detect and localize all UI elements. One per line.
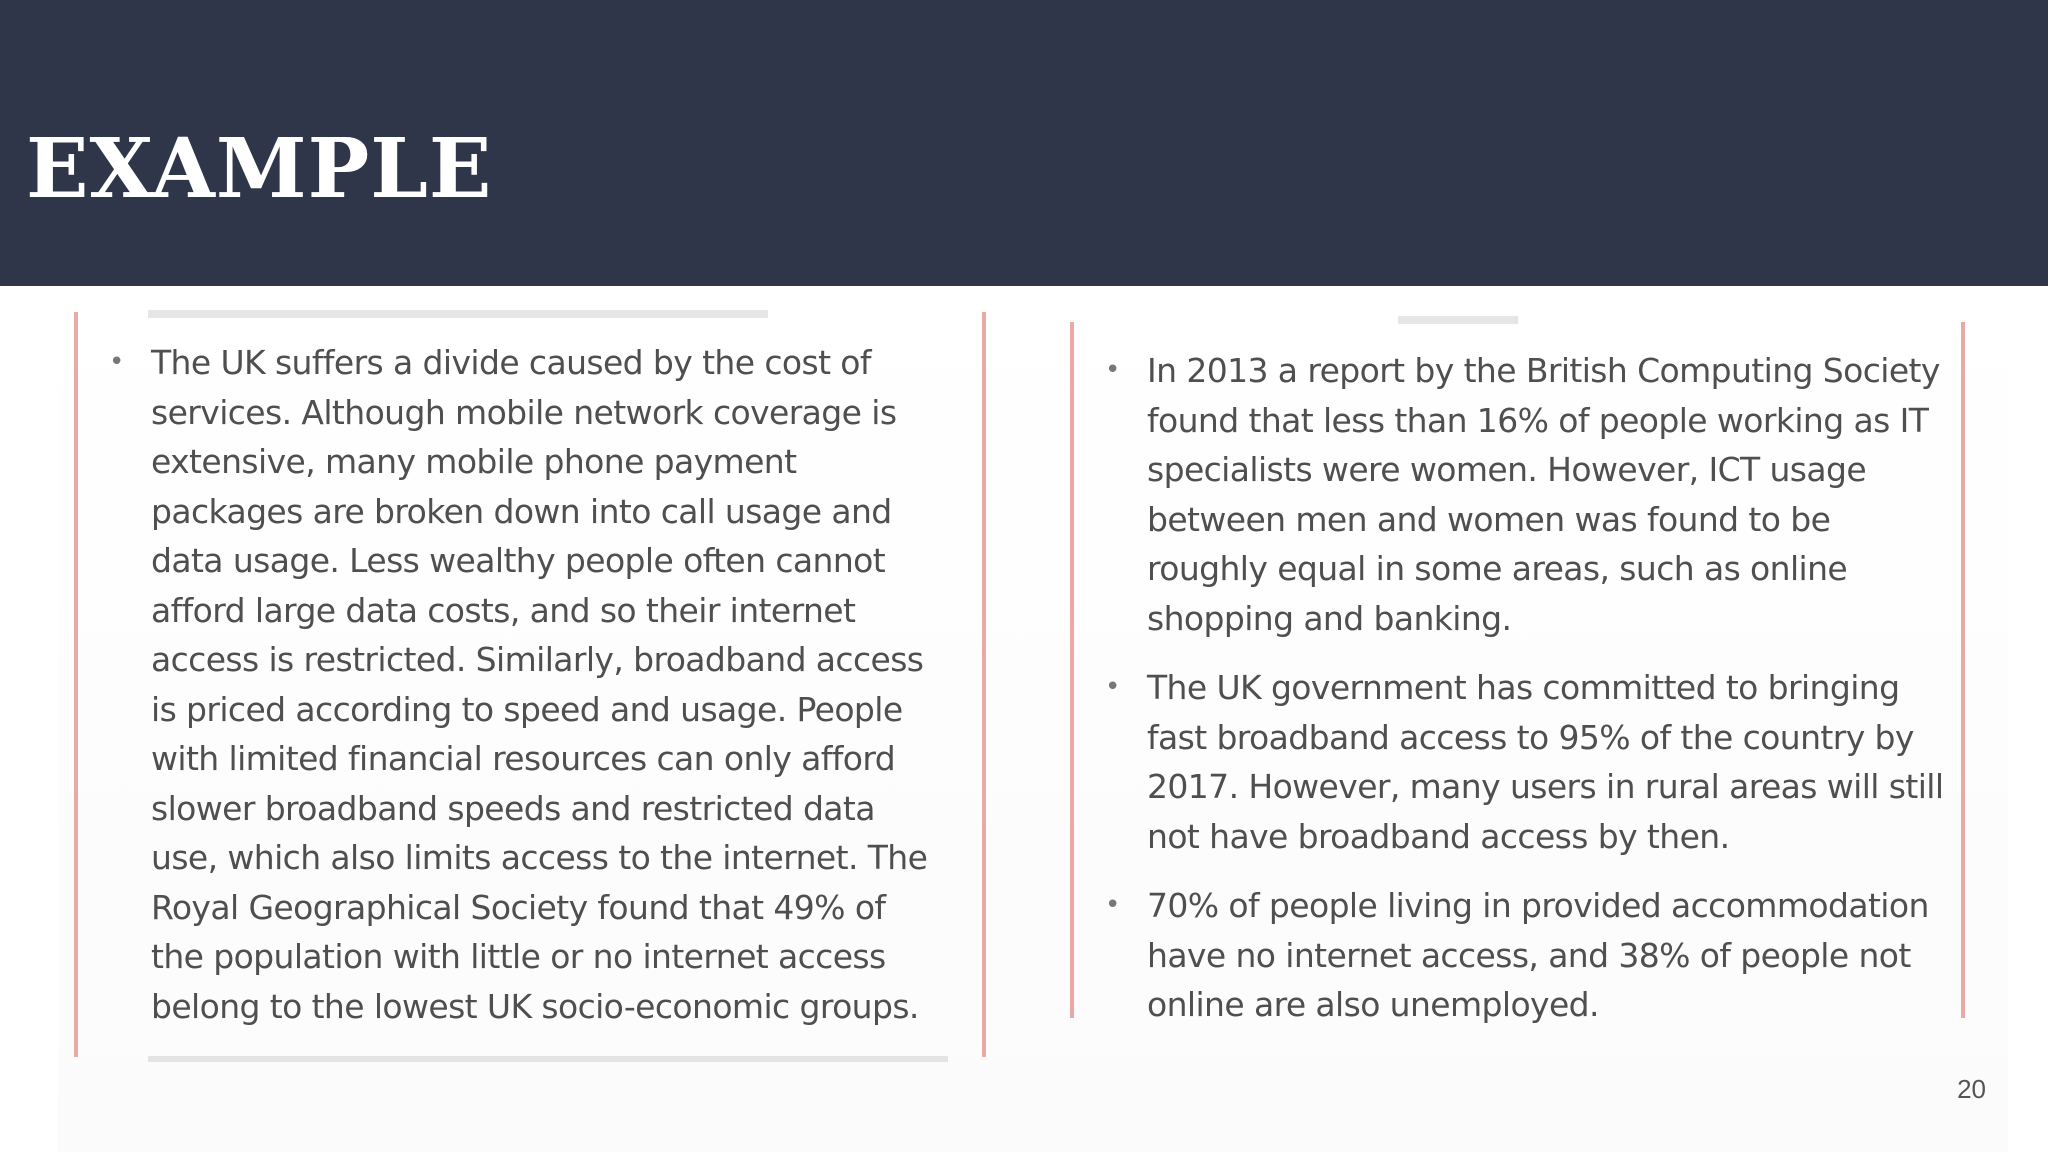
left-box-left-rule xyxy=(74,312,78,1057)
left-box-right-rule xyxy=(982,312,986,1057)
list-item xyxy=(1105,346,1947,643)
bullet-icon: • xyxy=(109,347,124,377)
bullet-text: The UK government has committed to bringing fast broadband access to 95% of the country by 2017. However, many users in rural areas will still not have broadband access by then. xyxy=(1147,668,1944,856)
right-box-left-rule xyxy=(1070,322,1074,1018)
title-bar xyxy=(0,0,2048,286)
bullet-text: The UK suffers a divide caused by the cost of services. Although mobile network coverage is extensive, many mobile phone payment packages are broken down into call usage and data usage. Less wealthy people often cannot afford large data costs, and so their internet access is restricted. Similarly, broadband access is priced according to speed and usage. People with limited financial resources can only afford slower broadband speeds and restricted data use, which also limits access to the internet. The Royal Geographical Society found that 49% of the population with little or no internet access belong to the lowest UK socio-economic groups. xyxy=(151,343,928,1026)
bullet-icon: • xyxy=(1105,890,1120,920)
bullet-text: In 2013 a report by the British Computing Society found that less than 16% of people working as IT specialists were women. However, ICT usage between men and women was found to be roughly equal in some areas, such as online shopping and banking. xyxy=(1147,351,1940,638)
left-column-bullets xyxy=(109,338,941,1031)
cropped-text-line xyxy=(148,1056,948,1062)
list-item xyxy=(1105,881,1947,1030)
bullet-icon: • xyxy=(1105,672,1120,702)
right-box-right-rule xyxy=(1961,322,1965,1018)
slide-title: EXAMPLE xyxy=(26,121,493,217)
bullet-icon: • xyxy=(1105,355,1120,385)
bullet-text: 70% of people living in provided accommodation have no internet access, and 38% of people not online are also unemployed. xyxy=(1147,886,1929,1024)
list-item xyxy=(109,338,941,1031)
right-column-bullets xyxy=(1105,346,1947,1030)
list-item xyxy=(1105,663,1947,861)
page-number: 20 xyxy=(1957,1074,1986,1104)
cropped-text-line xyxy=(148,310,768,318)
cropped-text-line xyxy=(1398,316,1518,324)
